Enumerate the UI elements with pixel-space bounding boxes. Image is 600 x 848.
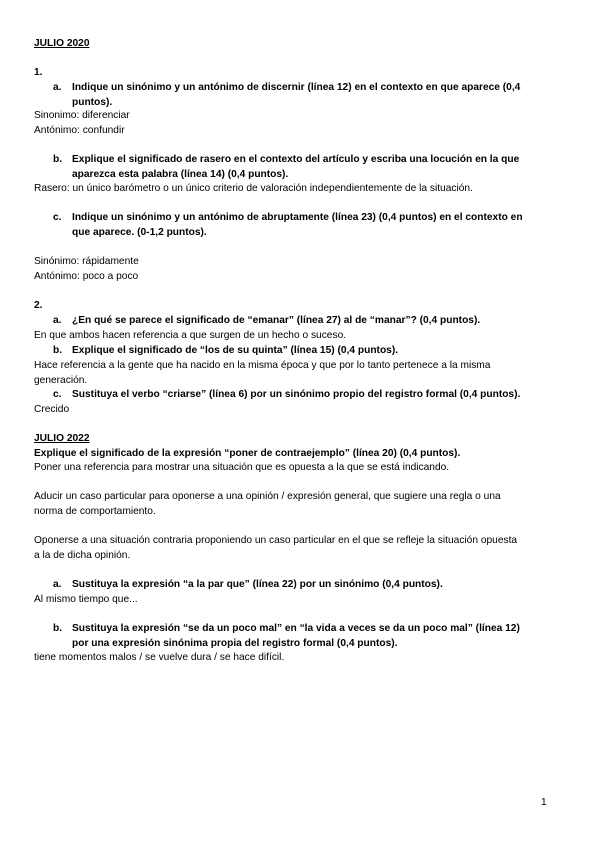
answer-line: Antónimo: confundir: [34, 125, 125, 136]
question-label: a.: [53, 82, 62, 93]
question-label: c.: [53, 212, 62, 223]
answer-line: En que ambos hacen referencia a que surgen de un hecho o suceso.: [34, 330, 347, 341]
question-text-line1: Explique el significado de rasero en el contexto del artículo y escriba una locución en la que: [72, 154, 520, 165]
answer-paragraph-line: Oponerse a una situación contraria proponiendo un caso particular en el que se refleje la situación opuesta: [34, 535, 518, 546]
question-label: a.: [53, 579, 62, 590]
question-text-line1: Sustituya la expresión “se da un poco mal” en “la vida a veces se da un poco mal” (línea 12): [72, 623, 520, 634]
question-label: a.: [53, 315, 62, 326]
question-text-line1: Indique un sinónimo y un antónimo de discernir (línea 12) en el contexto en que aparece (0,4: [72, 82, 521, 93]
question-text-line1: Sustituya el verbo “criarse” (línea 6) por un sinónimo propio del registro formal (0,4 puntos).: [72, 389, 521, 400]
question-text-line2: puntos).: [72, 97, 113, 108]
question-text-line2: aparezca esta palabra (línea 14) (0,4 puntos).: [72, 169, 289, 180]
answer-line: Sinonimo: diferenciar: [34, 110, 130, 121]
question-text-line2: por una expresión sinónima propia del registro formal (0,4 puntos).: [72, 638, 398, 649]
answer-paragraph-line: Aducir un caso particular para oponerse a una opinión / expresión general, que sugiere una regla o una: [34, 491, 501, 502]
answer-line: Al mismo tiempo que...: [34, 594, 138, 605]
answer-line: tiene momentos malos / se vuelve dura / se hace difícil.: [34, 652, 285, 663]
section-heading-2020: JULIO 2020: [34, 38, 90, 49]
answer-line: Sinónimo: rápidamente: [34, 256, 139, 267]
section-heading-2022: JULIO 2022: [34, 433, 90, 444]
answer-line: Hace referencia a la gente que ha nacido en la misma época y que por lo tanto pertenece a la misma: [34, 360, 491, 371]
answer-paragraph-line: a la de dicha opinión.: [34, 550, 131, 561]
answer-line: Antónimo: poco a poco: [34, 271, 139, 282]
question-text-line1: Sustituya la expresión “a la par que” (línea 22) por un sinónimo (0,4 puntos).: [72, 579, 443, 590]
question-text-line1: ¿En qué se parece el significado de “emanar” (línea 27) al de “manar”? (0,4 puntos).: [72, 315, 481, 326]
answer-line: Crecido: [34, 404, 70, 415]
question-label: b.: [53, 623, 63, 634]
question-number-1: 1.: [34, 67, 43, 78]
answer-paragraph-line: norma de comportamiento.: [34, 506, 156, 517]
page-number: 1: [541, 797, 547, 808]
question-text-line2: que aparece. (0-1,2 puntos).: [72, 227, 207, 238]
answer-line: Poner una referencia para mostrar una situación que es opuesta a la que se está indicando.: [34, 462, 450, 473]
question-label: b.: [53, 154, 63, 165]
question-2022-1: Explique el significado de la expresión “poner de contraejemplo” (línea 20) (0,4 puntos).: [34, 448, 461, 459]
question-number-2: 2.: [34, 300, 43, 311]
question-label: b.: [53, 345, 63, 356]
question-text-line1: Explique el significado de “los de su quinta” (línea 15) (0,4 puntos).: [72, 345, 399, 356]
answer-line: generación.: [34, 375, 88, 386]
question-text-line1: Indique un sinónimo y un antónimo de abruptamente (línea 23) (0,4 puntos) en el contexto en: [72, 212, 523, 223]
answer-line: Rasero: un único barómetro o un único criterio de valoración independientemente de la situación.: [34, 183, 473, 194]
question-label: c.: [53, 389, 62, 400]
